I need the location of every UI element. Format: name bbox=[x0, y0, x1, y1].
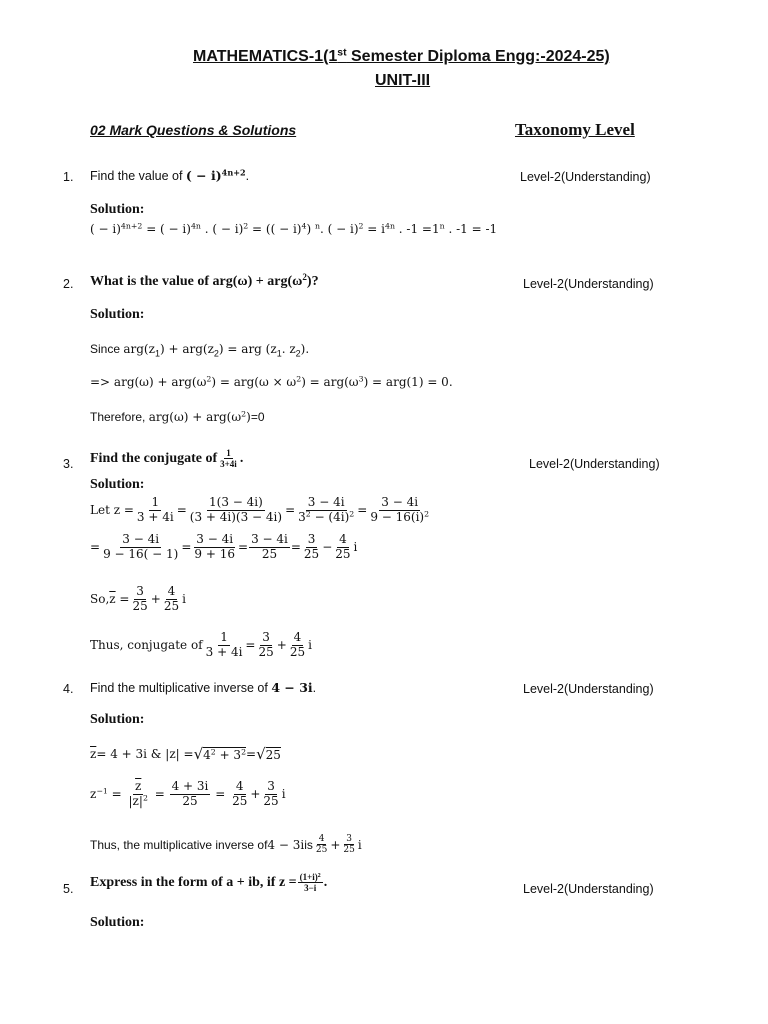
question-2-level: Level-2(Understanding) bbox=[523, 277, 654, 291]
question-3-line-4: Thus, conjugate of $\frac{1}{3 + 4i}$ = $\frac{3}{25}$ + $\frac{4}{25}$ i bbox=[90, 630, 312, 659]
taxonomy-heading: Taxonomy Level bbox=[515, 120, 635, 139]
question-1-text: Find the value of ( − i)$^{4n+2}$. bbox=[90, 167, 250, 183]
question-3-line-3: So, $\overline{z}$ = $\frac{3}{25}$ + $\frac{4}{25}$ i bbox=[90, 584, 186, 613]
question-4-number: 4. bbox=[63, 682, 74, 696]
question-2-text: What is the value of $arg(\omega) + arg(\omega^2)$? bbox=[90, 272, 319, 289]
question-2-solution-label: Solution: bbox=[90, 307, 145, 322]
question-4-line-3: Thus, the multiplicative inverse of 4 − 3i is $\frac{4}{25}$ + $\frac{3}{25}$ i bbox=[90, 834, 362, 856]
question-5-level: Level-2(Understanding) bbox=[523, 882, 654, 896]
question-1-solution: ( − i)$^{4n+2}$ = ( − i)$^{4n}$ . ( − i)$^2$ = (( − i)$^4$) $^n$. ( − $i)^2 = i^{4n}$ . $-1 =1^n$ . -1 = -1 bbox=[90, 221, 498, 236]
section-subheading: 02 Mark Questions & Solutions bbox=[90, 122, 297, 138]
question-3-number: 3. bbox=[63, 457, 74, 471]
question-4-level: Level-2(Understanding) bbox=[523, 682, 654, 696]
unit-heading: UNIT-III bbox=[375, 72, 431, 89]
question-1-solution-label: Solution: bbox=[90, 202, 145, 217]
question-2-line-2: => $arg(\omega) + arg(\omega^2) = arg(\omega \times \omega^2) = arg(\omega^3) = arg(1) = 0$. bbox=[90, 374, 453, 389]
question-3-text: Find the conjugate of $\frac{1}{3+4i}$ . bbox=[90, 448, 244, 470]
document-title: MATHEMATICS-1(1st Semester Diploma Engg:-2024-25) bbox=[193, 47, 610, 65]
question-2-number: 2. bbox=[63, 277, 74, 291]
question-2-line-3: Therefore, $arg(\omega) + arg(\omega^2)=0$ bbox=[90, 409, 265, 424]
question-4-solution-label: Solution: bbox=[90, 712, 145, 727]
question-4-line-1: $\overline{z}$ = 4 + 3i & |z| = √ $4^2 + 3^2$ = √ 25 bbox=[90, 745, 281, 763]
question-5-number: 5. bbox=[63, 882, 74, 896]
question-2-line-1: Since $arg(z_1) + arg(z_2)$ = arg ($z_1$. $z_2$). bbox=[90, 342, 310, 359]
question-4-line-2: $z^{-1}$ = $\frac{\overline{z}}{|z|^2}$ = $\frac{4 + 3i}{25}$ = $\frac{4}{25}$ + $\frac{3}{25}$ i bbox=[90, 779, 286, 808]
question-3-line-1: Let z = $\frac{1}{3 + 4i}$ = $\frac{1(3 - 4i)}{(3 + 4i)(3 - 4i)}$ = $\frac{3 - 4i}{3^2 - (4i)^2}$ = $\frac{3 - 4i}{9 - 16(i)^2}$ bbox=[90, 495, 430, 524]
question-3-level: Level-2(Understanding) bbox=[529, 457, 660, 471]
question-1-number: 1. bbox=[63, 170, 74, 184]
question-5-text: Express in the form of a + ib, if z = $\frac{(1+i)^2}{3-i}$ . bbox=[90, 872, 328, 894]
question-3-solution-label: Solution: bbox=[90, 477, 145, 492]
question-4-text: Find the multiplicative inverse of 4 − 3i. bbox=[90, 680, 317, 695]
question-5-solution-label: Solution: bbox=[90, 915, 145, 930]
question-3-line-2: = $\frac{3 - 4i}{9 - 16( - 1)}$ = $\frac{3 - 4i}{9 + 16}$ = $\frac{3 - 4i}{25}$ = $\frac{3}{25}$ − $\frac{4}{25}$ i bbox=[90, 532, 358, 561]
question-1-level: Level-2(Understanding) bbox=[520, 170, 651, 184]
